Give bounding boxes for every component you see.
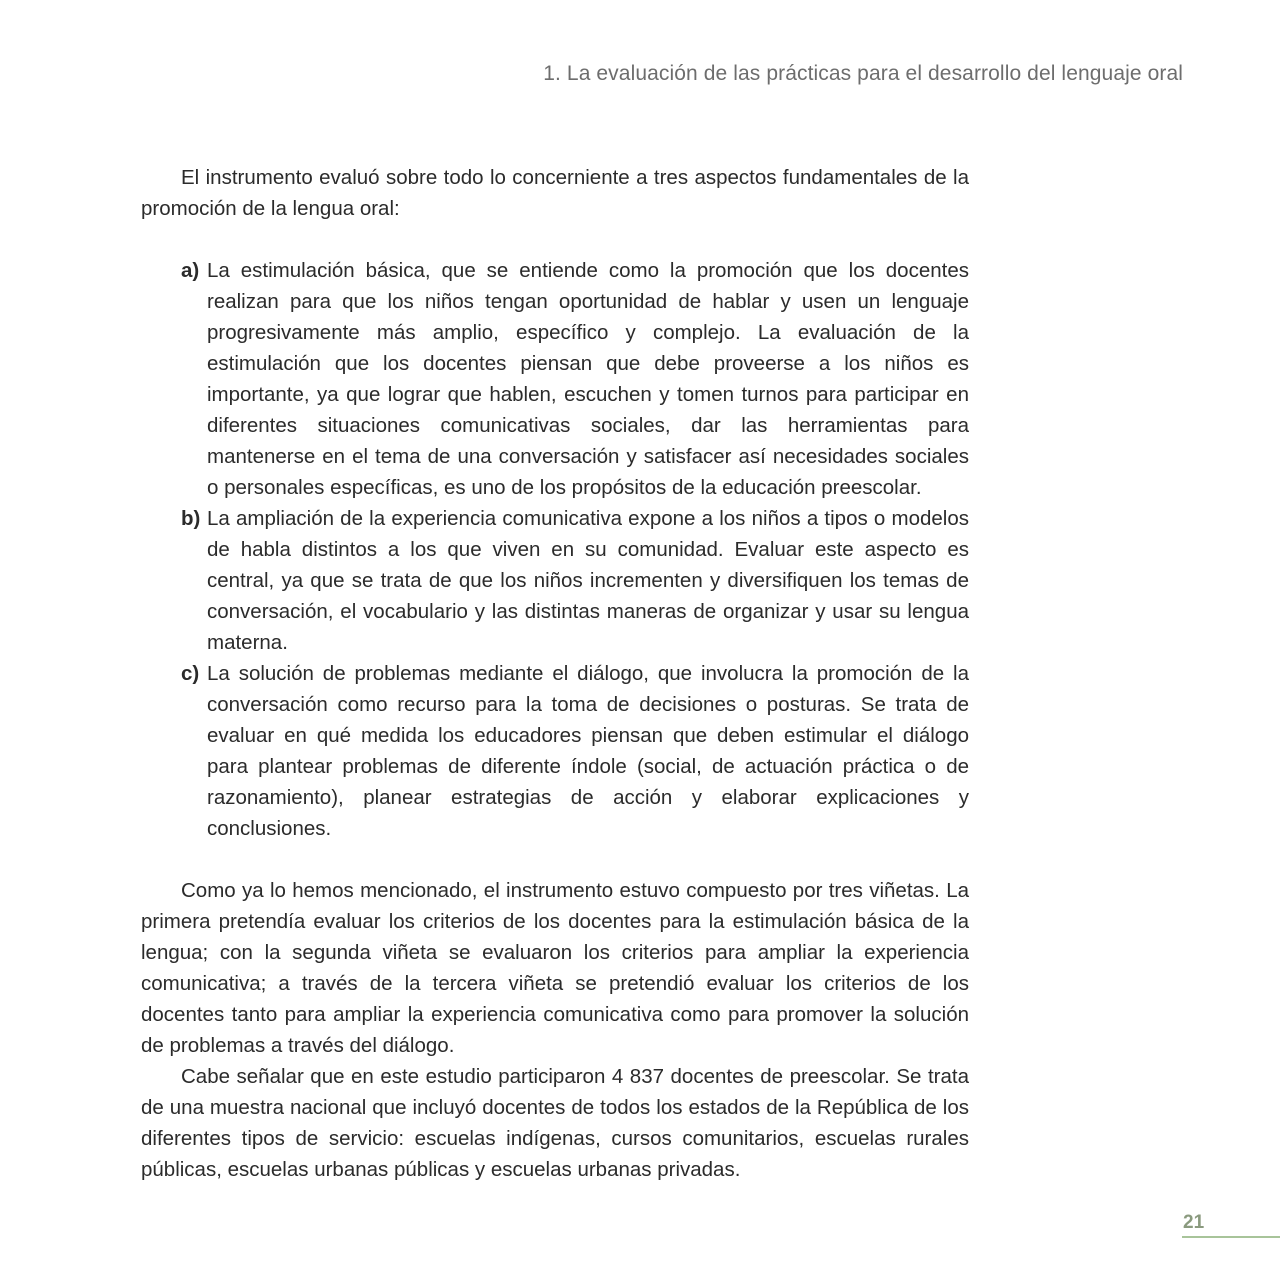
intro-paragraph: El instrumento evaluó sobre todo lo concerniente a tres aspectos fundamentales de la promoción de la lengua oral:: [141, 166, 969, 220]
list-marker: a): [181, 259, 200, 282]
page-number: 21: [1183, 1212, 1205, 1233]
list-item-b: [141, 503, 969, 658]
list-item-a: [141, 255, 969, 503]
list-marker: b): [181, 507, 201, 530]
list-marker: c): [181, 662, 200, 685]
list-item-text: La estimulación básica, que se entiende como la promoción que los docentes realizan para que los niños tengan oportunidad de hablar y usen un lenguaje progresivamente más amplio, específico y complejo. La evaluación de la estimulación que los docentes piensan que debe proveerse a los niños es importante, ya que lograr que hablen, escuchen y tomen turnos para participar en diferentes situaciones comunicativas sociales, dar las herramientas para mantenerse en el tema de una conversación y satisfacer así necesidades sociales o personales específicas, es uno de los propósitos de la educación preescolar.: [207, 259, 969, 499]
aspects-list: [141, 255, 969, 844]
list-item-text: La solución de problemas mediante el diálogo, que involucra la promoción de la conversación como recurso para la toma de decisiones o posturas. Se trata de evaluar en qué medida los educadores piensan que deben estimular el diálogo para plantear problemas de diferente índole (social, de actuación práctica o de razonamiento), planear estrategias de acción y elaborar explicaciones y conclusiones.: [207, 662, 969, 840]
running-header: 1. La evaluación de las prácticas para el desarrollo del lenguaje oral: [543, 62, 1183, 85]
list-item-text: La ampliación de la experiencia comunicativa expone a los niños a tipos o modelos de habla distintos a los que viven en su comunidad. Evaluar este aspecto es central, ya que se trata de que los niños incrementen y diversifiquen los temas de conversación, el vocabulario y las distintas maneras de organizar y usar su lengua materna.: [207, 507, 969, 654]
page-number-rule: [1182, 1236, 1280, 1238]
body-paragraph-vignettes: Como ya lo hemos mencionado, el instrumento estuvo compuesto por tres viñetas. La primera pretendía evaluar los criterios de los docentes para la estimulación básica de la lengua; con la segunda viñeta se evaluaron los criterios para ampliar la experiencia comunicativa; a través de la tercera viñeta se pretendió evaluar los criterios de los docentes tanto para ampliar la experiencia comunicativa como para promover la solución de problemas a través del diálogo.: [141, 879, 969, 1057]
list-item-c: [141, 658, 969, 844]
body-paragraph-sample: Cabe señalar que en este estudio participaron 4 837 docentes de preescolar. Se trata de una muestra nacional que incluyó docentes de todos los estados de la República de los diferentes tipos de servicio: escuelas indígenas, cursos comunitarios, escuelas rurales públicas, escuelas urbanas públicas y escuelas urbanas privadas.: [141, 1065, 969, 1181]
page-body: [141, 162, 969, 1185]
